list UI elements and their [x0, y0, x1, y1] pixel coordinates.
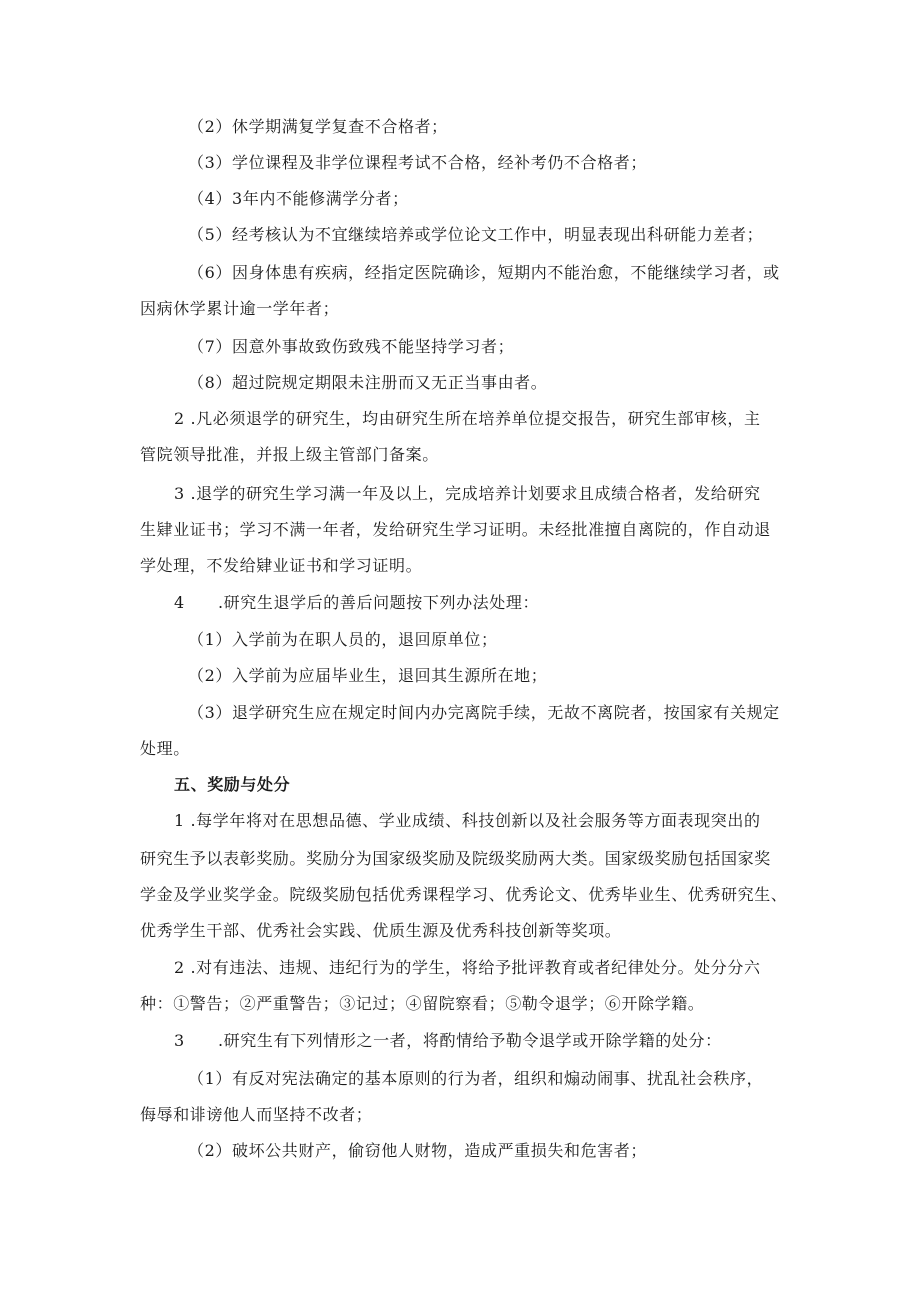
- list-item-5: （5）经考核认为不宜继续培养或学位论文工作中，明显表现出科研能力差者；: [188, 225, 764, 244]
- reward-paragraph-3: 3 .研究生有下列情形之一者，将酌情给予勒令退学或开除学籍的处分：: [174, 1031, 722, 1050]
- penalty-item-1-line-1: （1）有反对宪法确定的基本原则的行为者，组织和煽动闹事、扰乱社会秩序，: [188, 1069, 764, 1088]
- reward-paragraph-1-line-3: 学金及学业奖学金。院级奖励包括优秀课程学习、优秀论文、优秀毕业生、优秀研究生、: [140, 885, 788, 904]
- list-item-6: （6）因身体患有疾病，经指定医院确诊，短期内不能治愈，不能继续学习者，或: [188, 263, 780, 282]
- paragraph-3-line-1: 3 .退学的研究生学习满一年及以上，完成培养计划要求且成绩合格者，发给研究: [174, 484, 761, 503]
- list-item-8: （8）超过院规定期限未注册而又无正当事由者。: [188, 373, 548, 392]
- paragraph-4: 4 .研究生退学后的善后问题按下列办法处理：: [174, 593, 540, 612]
- penalty-item-1-line-2: 侮辱和诽谤他人而坚持不改者；: [140, 1105, 373, 1124]
- sub-item-3-continuation: 处理。: [140, 739, 190, 758]
- list-item-4: （4）3年内不能修满学分者；: [188, 189, 409, 208]
- reward-paragraph-2-line-2: 种：①警告；②严重警告；③记过；④留院察看；⑤勒令退学；⑥开除学籍。: [140, 994, 705, 1013]
- list-item-3: （3）学位课程及非学位课程考试不合格，经补考仍不合格者；: [188, 153, 647, 172]
- paragraph-2-line-1: 2 .凡必须退学的研究生，均由研究生所在培养单位提交报告，研究生部审核，主: [174, 409, 761, 428]
- reward-paragraph-1-line-1: 1 .每学年将对在思想品德、学业成绩、科技创新以及社会服务等方面表现突出的: [174, 811, 761, 830]
- sub-item-1: （1）入学前为在职人员的，退回原单位；: [188, 630, 498, 649]
- penalty-item-2: （2）破坏公共财产，偷窃他人财物，造成严重损失和危害者；: [188, 1141, 647, 1160]
- paragraph-2-line-2: 管院领导批准，并报上级主管部门备案。: [140, 445, 439, 464]
- reward-paragraph-2-line-1: 2 .对有违法、违规、违纪行为的学生，将给予批评教育或者纪律处分。处分分六: [174, 958, 761, 977]
- reward-paragraph-1-line-2: 研究生予以表彰奖励。奖励分为国家级奖励及院级奖励两大类。国家级奖励包括国家奖: [140, 849, 771, 868]
- paragraph-3-line-3: 学处理，不发给肄业证书和学习证明。: [140, 556, 423, 575]
- paragraph-3-line-2: 生肄业证书；学习不满一年者，发给研究生学习证明。未经批准擅自离院的，作自动退: [140, 520, 771, 539]
- list-item-2: （2）休学期满复学复查不合格者；: [188, 117, 448, 136]
- section-heading: 五、奖励与处分: [174, 775, 291, 794]
- list-item-6-continuation: 因病休学累计逾一学年者；: [140, 299, 340, 318]
- reward-paragraph-1-line-4: 优秀学生干部、优秀社会实践、优质生源及优秀科技创新等奖项。: [140, 921, 622, 940]
- list-item-7: （7）因意外事故致伤致残不能坚持学习者；: [188, 337, 515, 356]
- sub-item-2: （2）入学前为应届毕业生，退回其生源所在地；: [188, 666, 548, 685]
- sub-item-3: （3）退学研究生应在规定时间内办完离院手续，无故不离院者，按国家有关规定: [188, 703, 780, 722]
